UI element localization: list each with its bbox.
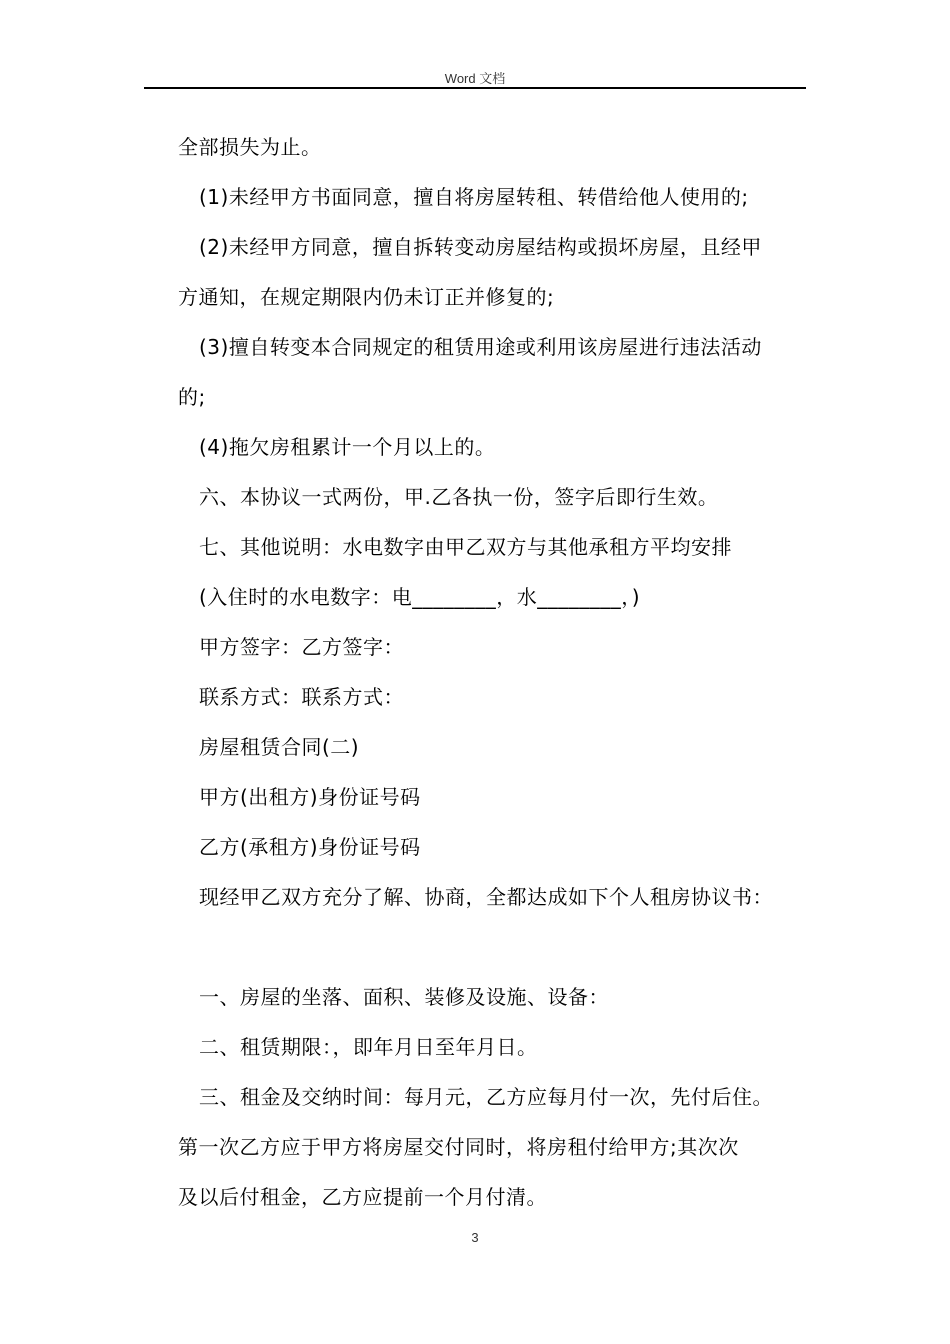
paragraph-line: 第一次乙方应于甲方将房屋交付同时，将房租付给甲方;其次次 [178,1135,739,1159]
paragraph-line: (3)擅自转变本合同规定的租赁用途或利用该房屋进行违法活动 [199,335,762,359]
page-number: 3 [471,1230,479,1245]
paragraph-line: (入住时的水电数字：电________，水________，) [199,585,641,609]
paragraph-line: 的; [178,385,206,409]
paragraph-line: (4)拖欠房租累计一个月以上的。 [199,435,496,459]
contact-line: 联系方式：联系方式： [199,685,404,709]
section-title: 房屋租赁合同(二) [199,735,360,759]
paragraph-line: 甲方(出租方)身份证号码 [199,785,421,809]
paragraph-line: (1)未经甲方书面同意，擅自将房屋转租、转借给他人使用的; [199,185,749,209]
paragraph-line: 六、本协议一式两份，甲.乙各执一份，签字后即行生效。 [199,485,719,509]
paragraph-line: 现经甲乙双方充分了解、协商，全都达成如下个人租房协议书： [199,885,773,909]
signature-line: 甲方签字：乙方签字： [199,635,404,659]
paragraph-line: 方通知，在规定期限内仍未订正并修复的; [178,285,555,309]
page-header: Word 文档 [444,71,506,86]
paragraph-line: 乙方(承租方)身份证号码 [199,835,421,859]
header-divider [144,87,806,89]
paragraph-line: 二、租赁期限：，即年月日至年月日。 [199,1035,538,1059]
paragraph-line: 七、其他说明：水电数字由甲乙双方与其他承租方平均安排 [199,535,732,559]
paragraph-line: 三、租金及交纳时间：每月元，乙方应每月付一次，先付后住。 [199,1085,773,1109]
paragraph-line: 及以后付租金，乙方应提前一个月付清。 [178,1185,547,1209]
paragraph-line: 一、房屋的坐落、面积、装修及设施、设备： [199,985,609,1009]
paragraph-line: 全部损失为止。 [178,135,322,159]
paragraph-line: (2)未经甲方同意，擅自拆转变动房屋结构或损坏房屋，且经甲 [199,235,762,259]
